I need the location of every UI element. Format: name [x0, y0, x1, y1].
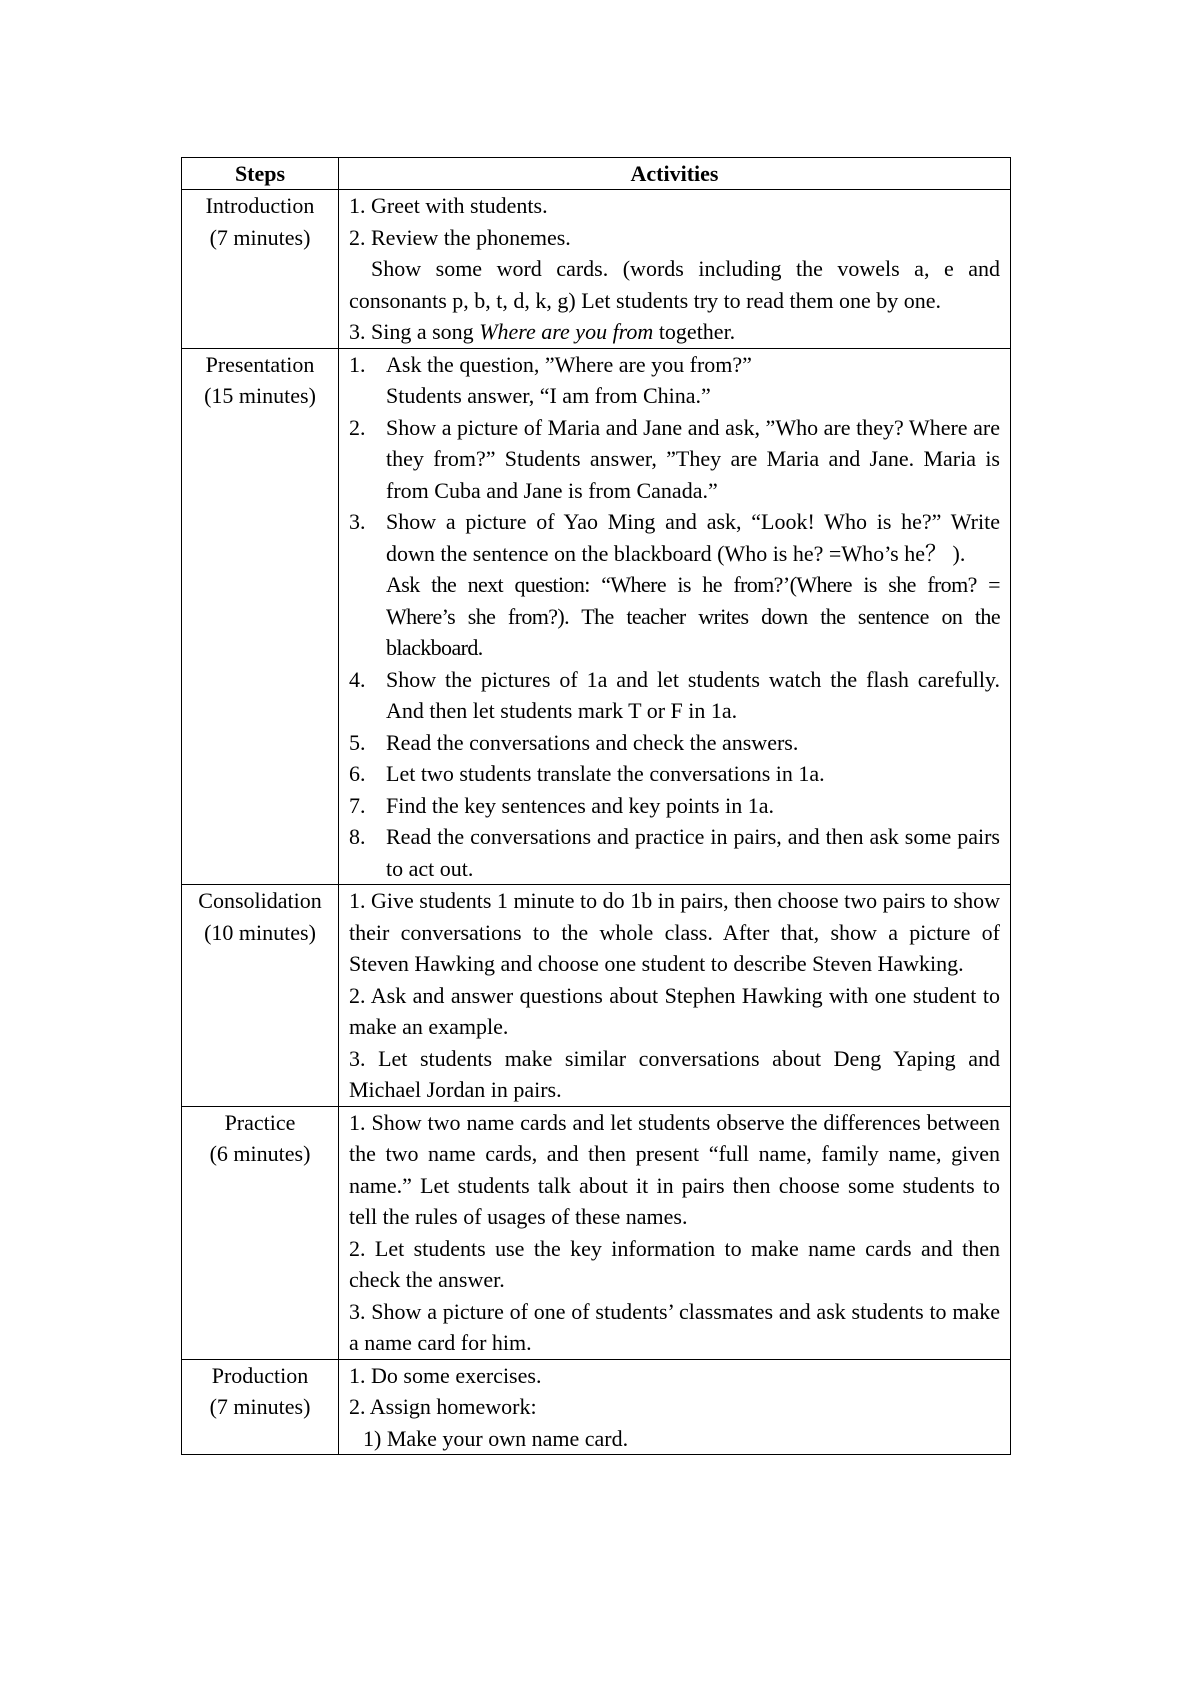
- consolidation-step-cell: [182, 885, 339, 1107]
- item-text: Show a picture of Yao Ming and ask, “Look! Who is he?” Write down the sentence on the blackboard (Who is he? =Who’s he？ ).: [386, 509, 1000, 566]
- presentation-step-cell: [182, 348, 339, 885]
- item-number: 1.: [349, 351, 366, 377]
- numbered-item: [349, 664, 1000, 727]
- activities-header: Activities: [339, 158, 1011, 190]
- header-row: [182, 158, 1011, 190]
- item-text: Let two students translate the conversations in 1a.: [386, 761, 825, 786]
- practice-activities: [339, 1106, 1011, 1359]
- introduction-row: [182, 190, 1011, 349]
- numbered-item: [349, 506, 1000, 664]
- activity-item: 2. Review the phonemes.: [349, 224, 571, 250]
- step-name: Introduction: [205, 193, 315, 218]
- item-text: Students answer, “I am from China.”: [386, 383, 711, 408]
- numbered-item: [349, 727, 1000, 759]
- item-number: 8.: [349, 824, 366, 849]
- production-activities: [339, 1359, 1011, 1455]
- item-text: Show a picture of Maria and Jane and ask, ”Who are they? Where are they from?” Students answer, ”They are Maria and Jane. Maria is from Cuba and Jane is from Canada.”: [386, 414, 1000, 503]
- numbered-item: [349, 758, 1000, 790]
- steps-header: Steps: [182, 158, 339, 190]
- activity-item: 1. Do some exercises.: [349, 1362, 542, 1388]
- step-time: (6 minutes): [209, 1141, 311, 1166]
- step-time: (7 minutes): [209, 1394, 311, 1419]
- item-text: Ask the question, ”Where are you from?”: [386, 351, 752, 377]
- activity-paragraph: 3. Let students make similar conversations about Deng Yaping and Michael Jordan in pairs.: [349, 1045, 1000, 1102]
- consolidation-row: [182, 885, 1011, 1107]
- activity-item: [349, 316, 1000, 348]
- step-time: (15 minutes): [204, 383, 316, 408]
- item-text: Read the conversations and check the answers.: [386, 729, 799, 755]
- song-title: Where are you from: [479, 319, 654, 344]
- song-suffix: together.: [653, 319, 736, 344]
- step-name: Presentation: [205, 351, 315, 377]
- activity-item: 2. Assign homework:: [349, 1394, 537, 1419]
- step-name: Consolidation: [198, 888, 322, 913]
- presentation-row: [182, 348, 1011, 885]
- step-name: Production: [211, 1362, 309, 1388]
- item-number: 2.: [349, 414, 366, 440]
- activity-paragraph: 1. Show two name cards and let students observe the differences between the two name cards, and then present “full name, family name, given name.” Let students talk about it in pairs then choose some students to tell the rules of usages of these names.: [349, 1109, 1000, 1229]
- introduction-step-cell: [182, 190, 339, 349]
- item-number: 7.: [349, 792, 366, 818]
- activity-paragraph: 2. Ask and answer questions about Stephen Hawking with one student to make an example.: [349, 982, 1000, 1039]
- production-step-cell: [182, 1359, 339, 1455]
- production-row: [182, 1359, 1011, 1455]
- activity-item: 1. Greet with students.: [349, 193, 548, 218]
- activity-paragraph: 2. Let students use the key information to make name cards and then check the answer.: [349, 1235, 1000, 1292]
- step-time: (7 minutes): [209, 224, 311, 250]
- numbered-item: [349, 821, 1000, 884]
- activity-detail: Show some word cards. (words including the vowels a, e and consonants p, b, t, d, k, g) Let students try to read them one by one.: [349, 256, 1000, 313]
- item-number: 4.: [349, 666, 366, 692]
- activity-detail: 1) Make your own name card.: [363, 1425, 629, 1451]
- presentation-activities: [339, 348, 1011, 885]
- numbered-item: [349, 412, 1000, 507]
- activity-paragraph: 3. Show a picture of one of students’ classmates and ask students to make a name card for him.: [349, 1298, 1000, 1355]
- practice-step-cell: [182, 1106, 339, 1359]
- song-prefix: 3. Sing a song: [349, 319, 480, 344]
- numbered-item: [349, 790, 1000, 822]
- introduction-activities: [339, 190, 1011, 349]
- item-number: 5.: [349, 729, 366, 755]
- lesson-plan-table: [181, 157, 1011, 1455]
- item-number: 6.: [349, 761, 366, 786]
- item-text: Find the key sentences and key points in 1a.: [386, 792, 774, 818]
- item-text: Show the pictures of 1a and let students watch the flash carefully. And then let students mark T or F in 1a.: [386, 666, 1000, 723]
- item-number: 3.: [349, 509, 366, 534]
- step-name: Practice: [224, 1109, 296, 1135]
- numbered-item: [349, 349, 1000, 412]
- item-text: Ask the next question: “Where is he from?’(Where is she from? = Where’s she from?). The teacher writes down the sentence on the blackboard.: [386, 572, 1000, 660]
- item-text: Read the conversations and practice in pairs, and then ask some pairs to act out.: [386, 824, 1000, 881]
- practice-row: [182, 1106, 1011, 1359]
- activity-paragraph: 1. Give students 1 minute to do 1b in pairs, then choose two pairs to show their conversations to the whole class. After that, show a picture of Steven Hawking and choose one student to describe Steven Hawking.: [349, 888, 1000, 976]
- step-time: (10 minutes): [204, 919, 316, 945]
- consolidation-activities: [339, 885, 1011, 1107]
